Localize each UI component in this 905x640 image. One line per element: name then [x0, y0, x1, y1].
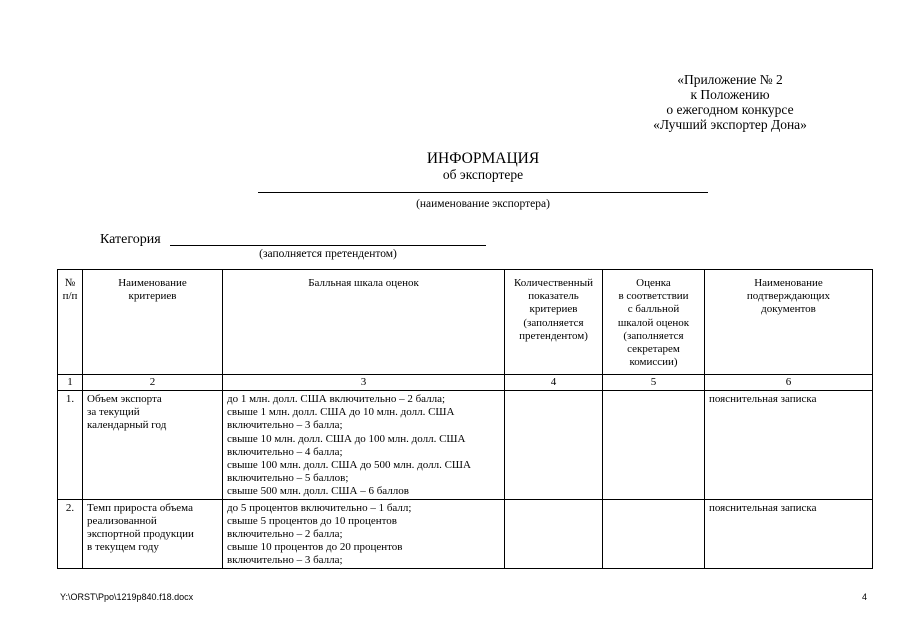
scale-cell: до 5 процентов включительно – 1 балл; свыше 5 процентов до 10 процентов включительно – 2 балла; свыше 10 процентов до 20 процентов включительно – 3 балла;	[223, 499, 505, 568]
header-cell-criterion: Наименование критериев	[83, 270, 223, 375]
quantitative-cell[interactable]	[505, 499, 603, 568]
category-caption: (заполняется претендентом)	[259, 248, 397, 260]
exporter-name-line	[258, 192, 708, 193]
row-number: 1.	[58, 391, 83, 500]
table-row	[58, 499, 873, 568]
quantitative-cell[interactable]	[505, 391, 603, 500]
scale-cell: до 1 млн. долл. США включительно – 2 балла; свыше 1 млн. долл. США до 10 млн. долл. США включительно – 3 балла; свыше 10 млн. долл. США до 100 млн. долл. США включительно – 4 балла; свыше 100 млн. долл. США до 500 млн. долл. США включительно – 5 баллов; свыше 500 млн. долл. США – 6 баллов	[223, 391, 505, 500]
exporter-name-caption: (наименование экспортера)	[416, 198, 550, 210]
column-number: 6	[705, 375, 873, 391]
column-number: 1	[58, 375, 83, 391]
score-cell[interactable]	[603, 499, 705, 568]
appendix-line: «Приложение № 2	[677, 72, 783, 87]
document-title-block	[258, 150, 708, 211]
file-path-footer: Y:\ORST\Ppo\1219p840.f18.docx	[60, 592, 194, 602]
appendix-line: к Положению	[690, 87, 770, 102]
criteria-table	[57, 269, 873, 569]
row-number: 2.	[58, 499, 83, 568]
category-fill-line	[170, 245, 486, 246]
appendix-line: «Лучший экспортер Дона»	[653, 117, 807, 132]
criterion-cell: Объем экспорта за текущий календарный год	[83, 391, 223, 500]
header-cell-scale: Балльная шкала оценок	[223, 270, 505, 375]
category-label: Категория	[100, 232, 161, 247]
document-subtitle: об экспортере	[442, 167, 524, 182]
table-row	[58, 391, 873, 500]
documents-cell: пояснительная записка	[705, 391, 873, 500]
column-number: 2	[83, 375, 223, 391]
appendix-line: о ежегодном конкурсе	[666, 102, 794, 117]
column-number: 4	[505, 375, 603, 391]
column-number: 3	[223, 375, 505, 391]
column-number: 5	[603, 375, 705, 391]
column-number-row	[58, 375, 873, 391]
criterion-cell: Темп прироста объема реализованной экспортной продукции в текущем году	[83, 499, 223, 568]
page-number: 4	[861, 592, 867, 602]
score-cell[interactable]	[603, 391, 705, 500]
document-title: ИНФОРМАЦИЯ	[426, 150, 540, 167]
documents-cell: пояснительная записка	[705, 499, 873, 568]
table-header-row	[58, 270, 873, 375]
header-cell-number: № п/п	[58, 270, 83, 375]
header-cell-quantitative: Количественный показатель критериев (заполняется претендентом)	[505, 270, 603, 375]
appendix-heading	[620, 72, 840, 132]
header-cell-score: Оценка в соответствии с балльной шкалой оценок (заполняется секретарем комиссии)	[603, 270, 705, 375]
header-cell-documents: Наименование подтверждающих документов	[705, 270, 873, 375]
